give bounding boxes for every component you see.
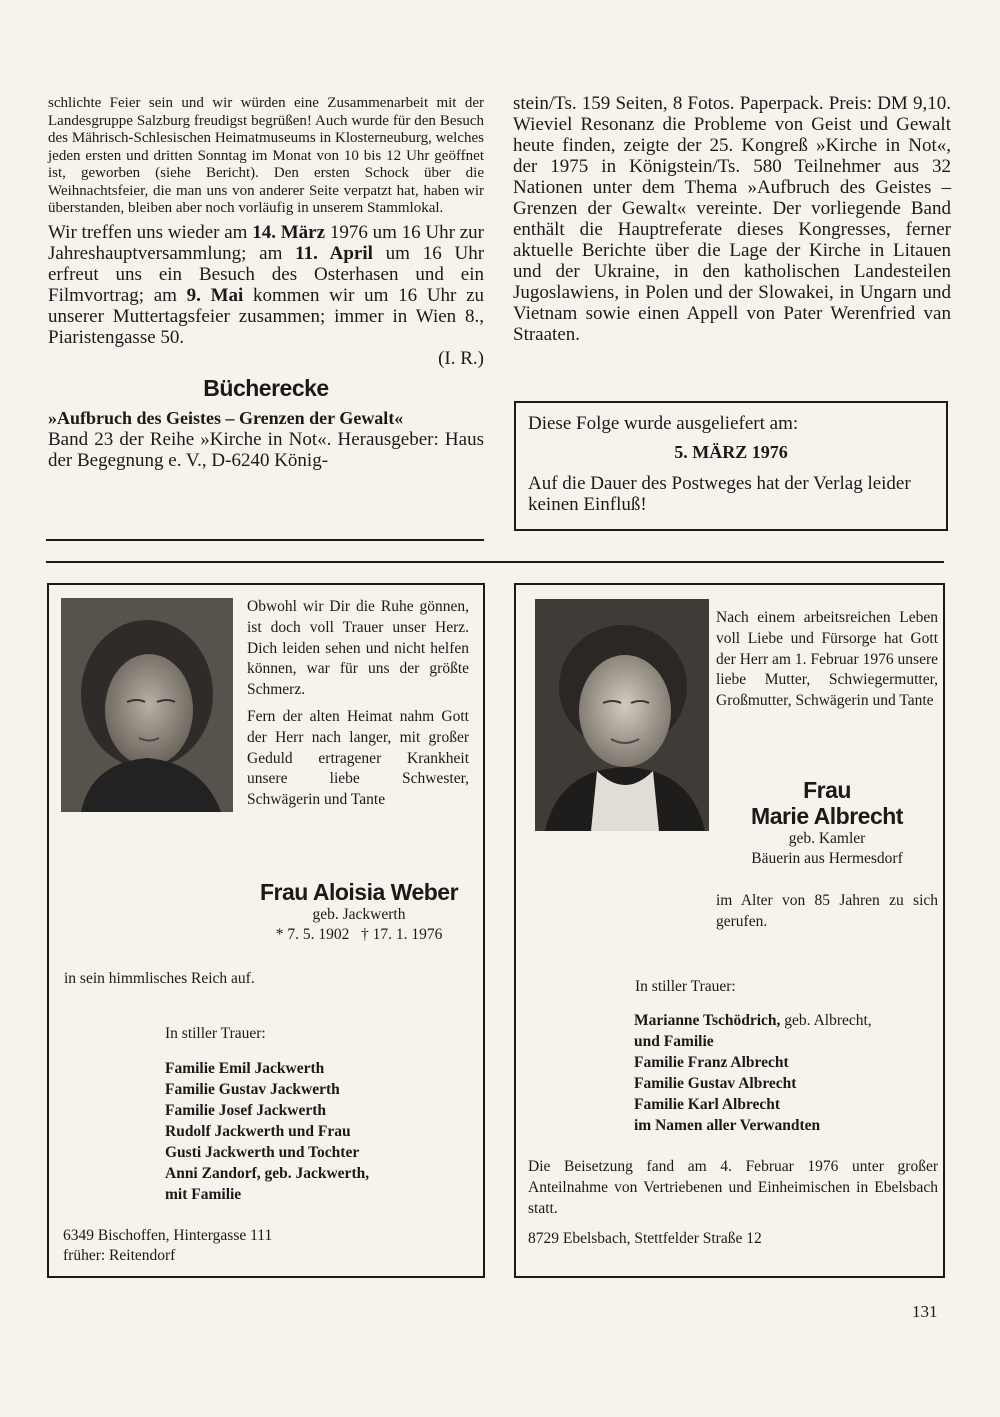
book-title: »Aufbruch des Geistes – Grenzen der Gewalt« — [48, 407, 404, 428]
deceased-name: Marie Albrecht — [751, 803, 903, 829]
age-text: im Alter von 85 Jahren zu sich gerufen. — [716, 892, 938, 930]
poem-text: Obwohl wir Dir die Ruhe gönnen, ist doch voll Trauer unser Herz. Dich leiden sehen und nicht helfen können, war für uns der größte Schmerz. — [247, 598, 469, 699]
portrait-photo-icon — [535, 599, 709, 831]
postal-disclaimer: Auf die Dauer des Postweges hat der Verlag leider keinen Einfluß! — [528, 473, 911, 515]
mourner-item: und Familie — [634, 1033, 714, 1050]
portrait-photo-icon — [61, 598, 233, 812]
delivery-notice-box — [514, 401, 948, 531]
mourner-item: mit Familie — [165, 1186, 242, 1203]
address-line: 6349 Bischoffen, Hintergasse 111 — [63, 1227, 273, 1244]
obituary-weber-box — [47, 583, 485, 1278]
divider-rule — [46, 561, 944, 563]
report-signature: (I. R.) — [438, 347, 484, 369]
portrait-photo — [535, 599, 709, 831]
mourner-item: Familie Josef Jackwerth — [165, 1102, 326, 1119]
obituary-intro — [716, 608, 938, 712]
mourning-label: In stiller Trauer: — [165, 1025, 266, 1042]
obituary-albrecht-box — [514, 583, 945, 1278]
mourners-list — [634, 1010, 872, 1136]
book-review-text: stein/Ts. 159 Seiten, 8 Fotos. Paperpack. Preis: DM 9,10. Wieviel Resonanz die Probleme von Geist und Gewalt heute finden, zeigte der 25. Kongreß »Kirche in Not«, der 1975 in Königstein/Ts. 580 Teilnehmer aus 32 Nationen unter dem Thema »Aufbruch des Geistes – Grenzen der Gewalt« vereinte. Der vorliegende Band enthält die Hauptreferate dieses Kongresses, ferner aktuelle Berichte über die Lage der Kirche in Litauen und der Ukraine, in den katholischen Landesteilen Jugoslawiens, in Polen und der Slowakei, in Ungarn und Vietnam sowie einen Appell von Pater Werenfried van Straaten. — [513, 93, 951, 345]
closing-text: in sein himmlisches Reich auf. — [64, 970, 255, 987]
occupation: Bäuerin aus Hermesdorf — [751, 850, 903, 867]
portrait-photo — [61, 598, 233, 812]
book-description: Band 23 der Reihe »Kirche in Not«. Herausgeber: Haus der Begegnung e. V., D-6240 König- — [48, 428, 484, 471]
delivery-date: 5. MÄRZ 1976 — [674, 442, 788, 462]
mourner-item: Rudolf Jackwerth und Frau — [165, 1123, 351, 1140]
former-address: früher: Reitendorf — [63, 1247, 176, 1264]
divider-rule — [46, 539, 484, 541]
mourner-item: Anni Zandorf, geb. Jackwerth, — [165, 1165, 370, 1182]
page-number: 131 — [912, 1302, 938, 1321]
deceased-name: Frau Aloisia Weber — [259, 879, 459, 905]
delivery-notice-line: Diese Folge wurde ausgeliefert am: — [528, 413, 799, 434]
deceased-block — [716, 777, 938, 869]
life-dates: * 7. 5. 1902 † 17. 1. 1976 — [275, 926, 443, 943]
obituary-intro-text: Fern der alten Heimat nahm Gott der Herr nach langer, mit großer Geduld ertragener Krankheit unsere liebe Schwester, Schwägerin und Tante — [247, 707, 469, 809]
book-corner-heading: Bücherecke — [203, 374, 329, 401]
address-block — [63, 1226, 272, 1266]
left-column — [48, 95, 484, 471]
mourner-item: Familie Emil Jackwerth — [165, 1060, 325, 1077]
club-report-text: schlichte Feier sein und wir würden eine Zusammenarbeit mit der Landesgruppe Salzburg freudigst begrüßen! Auch wurde für den Besuch des Mährisch-Schlesischen Heimatmuseums in Klosterneuburg, welches jeden ersten und dritten Sonntag im Monat von 10 bis 12 Uhr geöffnet ist, geworben (siehe Bericht). Den ersten Schock über die Weihnachtsfeier, die man uns von anderer Seite verpatzt hat, haben wir überstanden, bleiben aber noch vorläufig in unserem Stammlokal. — [48, 95, 484, 216]
mourners-list — [165, 1058, 369, 1205]
meeting-dates-text: Wir treffen uns wieder am 14. März 1976 um 16 Uhr zur Jahreshauptversammlung; am 11. April um 16 Uhr erfreut uns ein Besuch des Osterhasen und ein Filmvortrag; am 9. Mai kommen wir um 16 Uhr zu unserer Muttertagsfeier zusammen; immer in Wien 8., Piaristengasse 50. — [48, 221, 485, 348]
right-column — [513, 93, 951, 345]
mourner-item: im Namen aller Verwandten — [634, 1117, 821, 1134]
mourning-label: In stiller Trauer: — [635, 978, 736, 995]
obituary-intro-text: Nach einem arbeitsreichen Leben voll Liebe und Fürsorge hat Gott der Herr am 1. Februar 1976 unsere liebe Mutter, Schwiegermutter, Großmutter, Schwägerin und Tante — [716, 609, 938, 710]
address-line: 8729 Ebelsbach, Stettfelder Straße 12 — [528, 1230, 762, 1247]
age-block — [716, 890, 938, 932]
funeral-text: Die Beisetzung fand am 4. Februar 1976 unter großer Anteilnahme von Vertriebenen und Einheimischen in Ebelsbach statt. — [528, 1158, 938, 1217]
mourner-item: Familie Gustav Albrecht — [634, 1075, 797, 1092]
birth-name: geb. Kamler — [788, 830, 866, 847]
birth-name: geb. Jackwerth — [312, 906, 406, 923]
funeral-block — [528, 1156, 938, 1219]
mourner-item: Familie Karl Albrecht — [634, 1096, 781, 1113]
deceased-block — [239, 879, 479, 945]
mourner-item: Marianne Tschödrich, geb. Albrecht, — [634, 1012, 872, 1029]
mourner-item: Gusti Jackwerth und Tochter — [165, 1144, 360, 1161]
mourner-item: Familie Gustav Jackwerth — [165, 1081, 340, 1098]
poem-block — [247, 597, 469, 811]
deceased-title: Frau — [803, 777, 851, 803]
mourner-item: Familie Franz Albrecht — [634, 1054, 789, 1071]
